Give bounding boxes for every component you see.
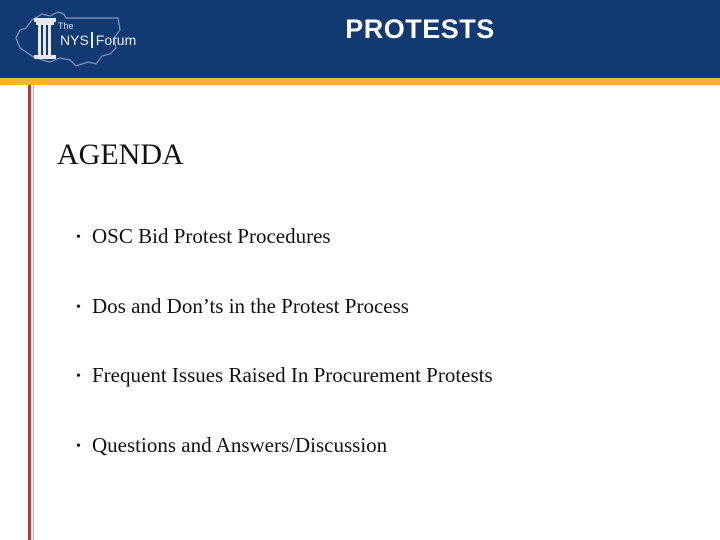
left-margin-rule	[28, 85, 31, 540]
slide-title: PROTESTS	[345, 14, 495, 44]
agenda-item	[76, 294, 493, 364]
logo-forum-text: Forum	[95, 32, 137, 48]
header-accent-band	[0, 78, 720, 85]
logo-the-text: The	[58, 21, 74, 31]
agenda-item-text: OSC Bid Protest Procedures	[92, 224, 331, 248]
agenda-item	[76, 363, 493, 433]
bullet-icon: •	[76, 369, 81, 384]
left-margin-rule-inner	[33, 85, 34, 540]
slide-header	[0, 0, 720, 78]
agenda-item-text: Dos and Don’ts in the Protest Process	[92, 293, 409, 318]
agenda-list	[76, 224, 493, 502]
agenda-item-text: Frequent Issues Raised In Procurement Protests	[92, 363, 493, 387]
logo-nys-text: NYS	[60, 32, 93, 48]
agenda-item	[76, 224, 493, 294]
bullet-icon: •	[76, 299, 81, 315]
bullet-icon: •	[76, 438, 81, 454]
logo-wordmark	[60, 32, 136, 48]
nys-forum-logo	[6, 8, 137, 68]
agenda-item	[76, 433, 493, 503]
bullet-icon: •	[76, 230, 81, 245]
agenda-heading: AGENDA	[57, 138, 184, 171]
agenda-item-text: Questions and Answers/Discussion	[92, 432, 388, 457]
